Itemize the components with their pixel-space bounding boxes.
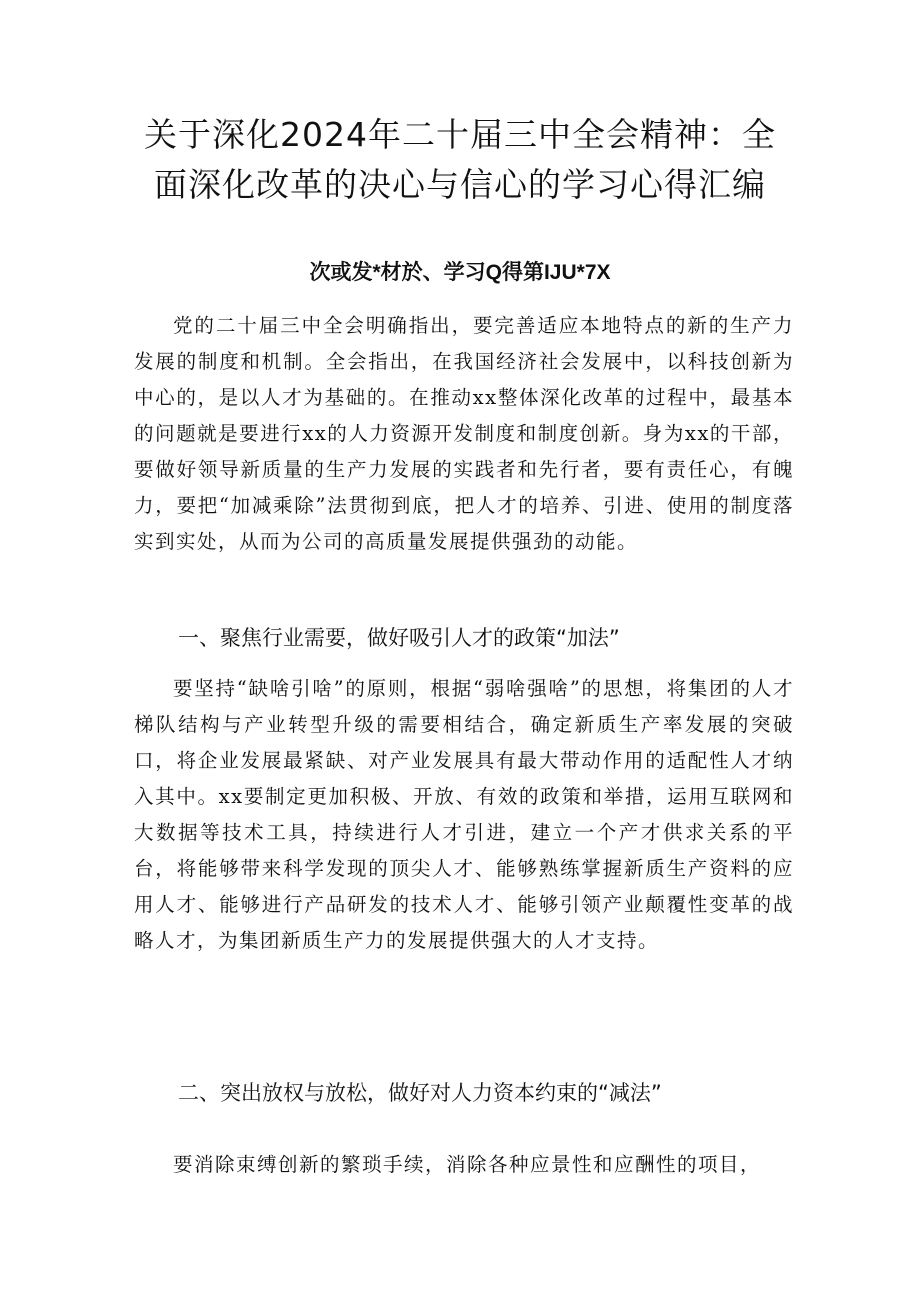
document-subtitle: 次或发*材於、学习Q得第IJU*7X: [309, 261, 611, 284]
paragraph-section-1: 要坚持“缺啥引啥”的原则，根据“弱啥强啥”的思想，将集团的人才梯队结构与产业转型升级的需要相结合，确定新质生产率发展的突破口，将企业发展最紧缺、对产业发展具有最大带动作用的适配性人才纳入其中。xx要制定更加积极、开放、有效的政策和举措，运用互联网和大数据等技术工具，持续进行人才引进，建立一个产才供求关系的平台，将能够带来科学发现的顶尖人才、能够熟练掌握新质生产资料的应用人才、能够进行产品研发的技术人才、能够引领产业颠覆性变革的战略人才，为集团新质生产力的发展提供强大的人才支持。: [134, 677, 794, 952]
title-line-1: 关于深化2024年二十届三中全会精神：全: [144, 115, 776, 154]
paragraph-intro: 党的二十届三中全会明确指出，要完善适应本地特点的新的生产力发展的制度和机制。全会指出，在我国经济社会发展中，以科技创新为中心的，是以人才为基础的。在推动xx整体深化改革的过程中，最基本的问题就是要进行xx的人力资源开发制度和制度创新。身为xx的干部，要做好领导新质量的生产力发展的实践者和先行者，要有责任心，有魄力，要把“加减乘除”法贯彻到底，把人才的培养、引进、使用的制度落实到实处，从而为公司的高质量发展提供强劲的动能。: [134, 314, 794, 553]
document-title: [100, 110, 820, 210]
section-heading-1: 一、聚焦行业需要，做好吸引人才的政策“加法”: [178, 626, 620, 650]
title-line-2: 面深化改革的决心与信心的学习心得汇编: [154, 165, 766, 204]
paragraph-section-2: 要消除束缚创新的繁琐手续，消除各种应景性和应酬性的项目，: [173, 1153, 762, 1176]
section-heading-2: 二、突出放权与放松，做好对人力资本约束的“减法”: [178, 1081, 662, 1105]
